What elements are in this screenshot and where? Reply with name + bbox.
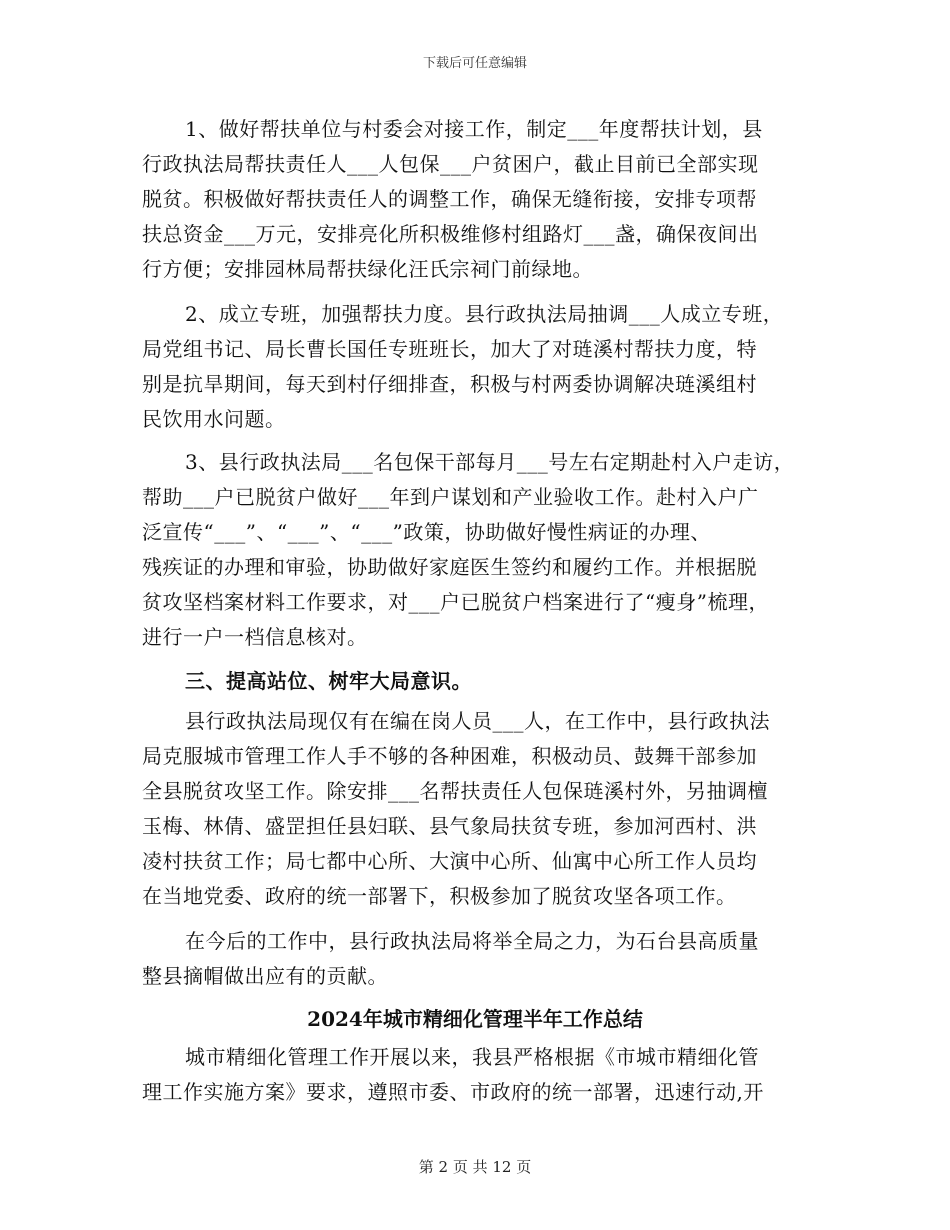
paragraph-line: 民饮用水问题。 <box>142 407 286 431</box>
document-title: 2024年城市精细化管理半年工作总结 <box>307 1007 643 1031</box>
paragraph-line: 在今后的工作中，县行政执法局将举全局之力，为石台县高质量 <box>185 929 759 953</box>
paragraph-line: 残疾证的办理和审验，协助做好家庭医生签约和履约工作。并根据脱 <box>142 555 757 579</box>
paragraph-line: 别是抗旱期间，每天到村仔细排查，积极与村两委协调解决琏溪组村 <box>142 372 757 396</box>
paragraph-line: 全县脱贫攻坚工作。除安排___名帮扶责任人包保琏溪村外，另抽调檀 <box>142 779 768 803</box>
paragraph-line: 玉梅、林倩、盛罡担任县妇联、县气象局扶贫专班，参加河西村、洪 <box>142 814 757 838</box>
paragraph-line: 在当地党委、政府的统一部署下，积极参加了脱贫攻坚各项工作。 <box>142 884 737 908</box>
paragraph-line: 理工作实施方案》要求，遵照市委、市政府的统一部署，迅速行动,开 <box>142 1080 764 1104</box>
paragraph-line: 2、成立专班，加强帮扶力度。县行政执法局抽调___人成立专班， <box>185 302 784 326</box>
paragraph-line: 泛宣传“___”、“___”、“___”政策，协助做好慢性病证的办理、 <box>142 520 711 544</box>
page-footer: 第 2 页 共 12 页 <box>418 1158 532 1176</box>
paragraph-line: 整县摘帽做出应有的贡献。 <box>142 964 388 988</box>
paragraph-line: 贫攻坚档案材料工作要求，对___户已脱贫户档案进行了“瘦身”梳理， <box>142 590 769 614</box>
paragraph-line: 城市精细化管理工作开展以来，我县严格根据《市城市精细化管 <box>185 1045 759 1069</box>
paragraph-line: 县行政执法局现仅有在编在岗人员___人，在工作中，县行政执法 <box>185 709 770 733</box>
paragraph-line: 行政执法局帮扶责任人___人包保___户贫困户，截止目前已全部实现 <box>142 152 759 176</box>
page-header: 下载后可任意编辑 <box>422 56 527 71</box>
paragraph-line: 行方便；安排园林局帮扶绿化汪氏宗祠门前绿地。 <box>142 257 593 281</box>
paragraph-line: 局克服城市管理工作人手不够的各种困难，积极动员、鼓舞干部参加 <box>142 744 757 768</box>
paragraph-line: 扶总资金___万元，安排亮化所积极维修村组路灯___盏，确保夜间出 <box>142 222 759 246</box>
paragraph-line: 脱贫。积极做好帮扶责任人的调整工作，确保无缝衔接，安排专项帮 <box>142 187 757 211</box>
paragraph-line: 1、做好帮扶单位与村委会对接工作，制定___年度帮扶计划，县 <box>185 117 763 141</box>
section-heading: 三、提高站位、树牢大局意识。 <box>185 669 472 693</box>
paragraph-line: 局党组书记、局长曹长国任专班班长，加大了对琏溪村帮扶力度，特 <box>142 337 757 361</box>
paragraph-line: 进行一户一档信息核对。 <box>142 625 368 649</box>
paragraph-line: 帮助___户已脱贫户做好___年到户谋划和产业验收工作。赴村入户广 <box>142 485 759 509</box>
paragraph-line: 3、县行政执法局___名包保干部每月___号左右定期赴村入户走访， <box>185 450 795 474</box>
paragraph-line: 凌村扶贫工作；局七都中心所、大演中心所、仙寓中心所工作人员均 <box>142 849 757 873</box>
